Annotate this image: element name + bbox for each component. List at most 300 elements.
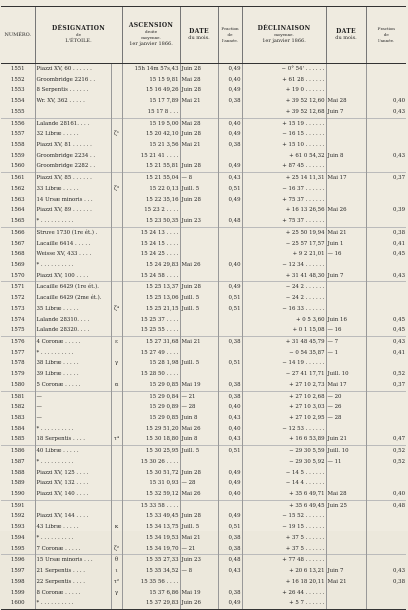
star-designation: Lacaille 6414 . . . . . bbox=[35, 239, 111, 250]
star-designation bbox=[35, 107, 111, 118]
dec-fraction: 0,45 bbox=[366, 315, 406, 326]
star-designation: Lalande 28310. . . . bbox=[35, 315, 111, 326]
table-row bbox=[1, 64, 406, 75]
ra-date: Mai 21 bbox=[180, 533, 218, 544]
table-row bbox=[1, 522, 406, 533]
star-letter bbox=[111, 85, 122, 96]
ra-fraction: 0,38 bbox=[218, 96, 242, 107]
star-designation: Struve 1730 (1re ét.) . bbox=[35, 227, 111, 238]
ra-fraction: 0,38 bbox=[218, 391, 242, 402]
star-designation: Lalande 28161. . . . bbox=[35, 118, 111, 129]
star-letter: τ² bbox=[111, 577, 122, 588]
dec-fraction: 0,45 bbox=[366, 325, 406, 336]
star-designation: 33 Libræ . . . . . bbox=[35, 184, 111, 195]
star-letter bbox=[111, 216, 122, 227]
ra-date bbox=[180, 325, 218, 336]
right-ascension: 15 15 9,81 bbox=[122, 75, 180, 86]
ra-date bbox=[180, 315, 218, 326]
ra-fraction: 0,38 bbox=[218, 336, 242, 347]
star-letter: α bbox=[111, 380, 122, 391]
star-letter bbox=[111, 227, 122, 238]
ra-fraction: 0,43 bbox=[218, 566, 242, 577]
table-row bbox=[1, 358, 406, 369]
star-letter bbox=[111, 402, 122, 413]
dec-fraction: 0,37 bbox=[366, 173, 406, 184]
dec-fraction: 0,43 bbox=[366, 151, 406, 162]
dec-fraction bbox=[366, 64, 406, 75]
ra-date bbox=[180, 457, 218, 468]
row-number: 1570 bbox=[10, 272, 25, 279]
right-ascension: 15 17 8 . . . bbox=[122, 107, 180, 118]
star-letter bbox=[111, 533, 122, 544]
row-number: 1585 bbox=[10, 436, 25, 443]
declination: − 29 30 5,59 bbox=[242, 446, 326, 457]
table-row bbox=[1, 271, 406, 282]
star-designation: 35 Libræ . . . . . bbox=[35, 304, 111, 315]
star-designation: Wr. XV, 362 . . . . . bbox=[35, 96, 111, 107]
ra-date: Mai 21 bbox=[180, 96, 218, 107]
ra-fraction bbox=[218, 315, 242, 326]
ra-date: Juin 28 bbox=[180, 129, 218, 140]
dec-fraction: 0,52 bbox=[366, 457, 406, 468]
dec-fraction: 0,47 bbox=[366, 434, 406, 445]
declination: − 12 34 . . . . . . bbox=[242, 260, 326, 271]
dec-fraction: 0,43 bbox=[366, 271, 406, 282]
star-designation: * . . . . . . . . . . bbox=[35, 598, 111, 609]
declination: + 87 45 . . . . . . bbox=[242, 161, 326, 172]
star-designation: 7 Coronæ . . . . . bbox=[35, 544, 111, 555]
dec-fraction bbox=[366, 358, 406, 369]
right-ascension: 15 35 27,33 bbox=[122, 555, 180, 566]
table-row bbox=[1, 118, 406, 129]
dec-date bbox=[326, 293, 366, 304]
right-ascension: 15 33 49,45 bbox=[122, 511, 180, 522]
table-row bbox=[1, 325, 406, 336]
table-row bbox=[1, 151, 406, 162]
dec-date bbox=[326, 533, 366, 544]
col-ascension: ASCENSION droite moyenne. 1er janvier 1866. bbox=[122, 7, 180, 64]
row-number: 1578 bbox=[10, 360, 25, 367]
table-row bbox=[1, 434, 406, 445]
ra-fraction: 0,49 bbox=[218, 64, 242, 75]
dec-fraction bbox=[366, 260, 406, 271]
ra-date: Juill. 5 bbox=[180, 446, 218, 457]
declination: − 19 15 . . . . . . bbox=[242, 522, 326, 533]
dec-date: Juill. 10 bbox=[326, 369, 366, 380]
dec-fraction bbox=[366, 161, 406, 172]
right-ascension: 15 30 25,95 bbox=[122, 446, 180, 457]
ra-date: — 8 bbox=[180, 173, 218, 184]
dec-date bbox=[326, 216, 366, 227]
right-ascension: 15 23 2 . . . . bbox=[122, 205, 180, 216]
dec-date bbox=[326, 184, 366, 195]
row-number: 1587 bbox=[10, 458, 25, 465]
star-letter bbox=[111, 96, 122, 107]
table-row bbox=[1, 566, 406, 577]
star-designation: Groombridge 2282 . . bbox=[35, 161, 111, 172]
table-row bbox=[1, 478, 406, 489]
star-letter bbox=[111, 446, 122, 457]
row-number: 1596 bbox=[1, 555, 35, 566]
dec-date bbox=[326, 555, 366, 566]
ra-fraction: 0,51 bbox=[218, 293, 242, 304]
row-number: 1567 bbox=[10, 240, 25, 247]
star-letter: ζ³ bbox=[111, 184, 122, 195]
declination: + 35 6 49,45 bbox=[242, 500, 326, 511]
star-designation: 39 Libræ . . . . . bbox=[35, 369, 111, 380]
star-designation: Weisse XV, 433 . . . . bbox=[35, 249, 111, 260]
table-row bbox=[1, 468, 406, 479]
right-ascension: 15 21 55,04 bbox=[122, 173, 180, 184]
star-letter bbox=[111, 118, 122, 129]
star-letter bbox=[111, 107, 122, 118]
declination: + 0 5 3,60 bbox=[242, 315, 326, 326]
ra-fraction: 0,49 bbox=[218, 478, 242, 489]
table-row bbox=[1, 533, 406, 544]
ra-date: Juill. 5 bbox=[180, 184, 218, 195]
dec-fraction: 0,39 bbox=[366, 205, 406, 216]
table-row bbox=[1, 96, 406, 107]
declination: − 25 57 17,57 bbox=[242, 239, 326, 250]
dec-date bbox=[326, 140, 366, 151]
star-letter bbox=[111, 369, 122, 380]
table-row bbox=[1, 413, 406, 424]
dec-date: Juill. 10 bbox=[326, 446, 366, 457]
ra-fraction: 0,49 bbox=[218, 85, 242, 96]
ra-date: Juin 8 bbox=[180, 413, 218, 424]
dec-date bbox=[326, 75, 366, 86]
ra-fraction bbox=[218, 348, 242, 359]
ra-fraction: 0,40 bbox=[218, 489, 242, 500]
declination: − 15 52 . . . . . . bbox=[242, 511, 326, 522]
star-designation: Piazzi XV, 60 . . . . . . bbox=[35, 64, 111, 75]
declination: + 31 41 48,30 bbox=[242, 271, 326, 282]
declination: + 75 37 . . . . . . bbox=[242, 216, 326, 227]
ra-fraction bbox=[218, 107, 242, 118]
ra-fraction: 0,38 bbox=[218, 544, 242, 555]
ra-date bbox=[180, 239, 218, 250]
declination: + 5 7 . . . . . . bbox=[242, 598, 326, 609]
row-number: 1595 bbox=[10, 545, 25, 552]
ra-date: Mai 19 bbox=[180, 588, 218, 599]
right-ascension: 15 25 37 . . . . bbox=[122, 315, 180, 326]
right-ascension: 15 20 42,10 bbox=[122, 129, 180, 140]
star-letter bbox=[111, 151, 122, 162]
dec-fraction bbox=[366, 195, 406, 206]
table-row bbox=[1, 205, 406, 216]
dec-date: Mai 21 bbox=[326, 577, 366, 588]
star-designation: 8 Coronæ . . . . . bbox=[35, 588, 111, 599]
ra-fraction bbox=[218, 577, 242, 588]
ra-fraction: 0,48 bbox=[218, 555, 242, 566]
star-designation: 14 Ursæ minoris . . . bbox=[35, 195, 111, 206]
row-number: 1579 bbox=[10, 371, 25, 378]
ra-fraction bbox=[218, 500, 242, 511]
table-row bbox=[1, 304, 406, 315]
table-row bbox=[1, 348, 406, 359]
row-number: 1574 bbox=[10, 316, 25, 323]
ra-date bbox=[180, 227, 218, 238]
row-number: 1558 bbox=[10, 142, 25, 149]
dec-date: Juin 7 bbox=[326, 107, 366, 118]
declination: + 31 48 45,79 bbox=[242, 336, 326, 347]
ra-date: Juin 28 bbox=[180, 64, 218, 75]
ra-fraction: 0,49 bbox=[218, 511, 242, 522]
right-ascension: 15 25 13,06 bbox=[122, 293, 180, 304]
table-row bbox=[1, 227, 406, 238]
ra-date: Juin 28 bbox=[180, 282, 218, 293]
star-designation bbox=[35, 500, 111, 511]
star-letter bbox=[111, 489, 122, 500]
ra-date: Juin 28 bbox=[180, 161, 218, 172]
declination: + 27 10 2,73 bbox=[242, 380, 326, 391]
row-number: 1576 bbox=[1, 336, 35, 347]
right-ascension: 15 28 50 . . . . bbox=[122, 369, 180, 380]
table-row bbox=[1, 107, 406, 118]
table-row bbox=[1, 249, 406, 260]
dec-fraction: 0,45 bbox=[366, 249, 406, 260]
dec-date: Juin 7 bbox=[326, 271, 366, 282]
row-number: 1599 bbox=[10, 589, 25, 596]
table-row bbox=[1, 424, 406, 435]
dec-date: Juin 8 bbox=[326, 151, 366, 162]
right-ascension: 15 24 58 . . . . bbox=[122, 271, 180, 282]
star-designation: Piazzi XV, 132 . . . . bbox=[35, 478, 111, 489]
table-row bbox=[1, 260, 406, 271]
row-number: 1588 bbox=[10, 469, 25, 476]
star-letter bbox=[111, 260, 122, 271]
declination: + 37 5 . . . . . . bbox=[242, 544, 326, 555]
right-ascension: 15 34 13,75 bbox=[122, 522, 180, 533]
star-designation: Lacaille 6429 (2me ét.). bbox=[35, 293, 111, 304]
dec-date bbox=[326, 588, 366, 599]
dec-date: — 11 bbox=[326, 457, 366, 468]
table-row bbox=[1, 173, 406, 184]
star-letter bbox=[111, 468, 122, 479]
dec-fraction bbox=[366, 424, 406, 435]
table-row bbox=[1, 75, 406, 86]
star-designation: 4 Coronæ . . . . . bbox=[35, 336, 111, 347]
star-letter: θ bbox=[111, 555, 122, 566]
dec-fraction bbox=[366, 544, 406, 555]
star-designation: Piazzi XV, 81 . . . . . . bbox=[35, 140, 111, 151]
star-designation: Piazzi XV, 144 . . . . bbox=[35, 511, 111, 522]
right-ascension: 15 32 59,12 bbox=[122, 489, 180, 500]
dec-fraction bbox=[366, 511, 406, 522]
star-designation: * . . . . . . . . . . bbox=[35, 260, 111, 271]
ra-fraction bbox=[218, 249, 242, 260]
declination: + 15 10 . . . . . . bbox=[242, 140, 326, 151]
ra-fraction bbox=[218, 151, 242, 162]
ra-fraction: 0,38 bbox=[218, 588, 242, 599]
dec-fraction: 0,38 bbox=[366, 577, 406, 588]
star-letter bbox=[111, 239, 122, 250]
dec-fraction bbox=[366, 413, 406, 424]
right-ascension: 15 24 15 . . . . bbox=[122, 239, 180, 250]
right-ascension: 15 24 29,83 bbox=[122, 260, 180, 271]
dec-fraction bbox=[366, 293, 406, 304]
star-letter bbox=[111, 457, 122, 468]
dec-date bbox=[326, 304, 366, 315]
star-letter bbox=[111, 500, 122, 511]
star-designation: Lacaille 6429 (1re ét.). bbox=[35, 282, 111, 293]
declination: − 0 54 35,87 bbox=[242, 348, 326, 359]
dec-fraction: 0,40 bbox=[366, 489, 406, 500]
ra-fraction: 0,38 bbox=[218, 380, 242, 391]
dec-fraction bbox=[366, 85, 406, 96]
dec-fraction bbox=[366, 184, 406, 195]
ra-date: Juill. 5 bbox=[180, 358, 218, 369]
right-ascension: 15 37 29,83 bbox=[122, 598, 180, 609]
row-number: 1561 bbox=[1, 173, 35, 184]
right-ascension: 15 25 55 . . . . bbox=[122, 325, 180, 336]
star-letter bbox=[111, 478, 122, 489]
dec-date: Mai 28 bbox=[326, 489, 366, 500]
star-letter bbox=[111, 348, 122, 359]
declination: − 24 2 . . . . . . bbox=[242, 293, 326, 304]
dec-date: Mai 17 bbox=[326, 173, 366, 184]
dec-date bbox=[326, 511, 366, 522]
row-number: 1571 bbox=[1, 282, 35, 293]
ra-fraction: 0,49 bbox=[218, 195, 242, 206]
right-ascension: 15 35 34,52 bbox=[122, 566, 180, 577]
ra-date bbox=[180, 348, 218, 359]
ra-fraction bbox=[218, 271, 242, 282]
table-row bbox=[1, 598, 406, 609]
table-row bbox=[1, 129, 406, 140]
table-row bbox=[1, 216, 406, 227]
ra-date: — 21 bbox=[180, 391, 218, 402]
dec-fraction: 0,52 bbox=[366, 446, 406, 457]
row-number: 1572 bbox=[10, 295, 25, 302]
ra-fraction: 0,49 bbox=[218, 282, 242, 293]
ra-date: Juill. 5 bbox=[180, 522, 218, 533]
ra-fraction: 0,40 bbox=[218, 402, 242, 413]
star-designation: * . . . . . . . . . . bbox=[35, 533, 111, 544]
dec-date bbox=[326, 118, 366, 129]
dec-fraction: 0,48 bbox=[366, 500, 406, 511]
right-ascension: 15 34 19,70 bbox=[122, 544, 180, 555]
right-ascension: 15 25 13,37 bbox=[122, 282, 180, 293]
star-designation: — bbox=[35, 402, 111, 413]
declination: + 39 52 12,68 bbox=[242, 107, 326, 118]
dec-fraction bbox=[366, 282, 406, 293]
row-number: 1573 bbox=[10, 305, 25, 312]
declination: + 61 28 . . . . . . bbox=[242, 75, 326, 86]
declination: − 24 2 . . . . . . bbox=[242, 282, 326, 293]
ra-fraction: 0,51 bbox=[218, 184, 242, 195]
star-letter bbox=[111, 173, 122, 184]
table-row bbox=[1, 391, 406, 402]
ra-date: Juin 28 bbox=[180, 468, 218, 479]
ra-date: Juill. 5 bbox=[180, 304, 218, 315]
star-designation: Piazzi XV, 125 . . . . bbox=[35, 468, 111, 479]
star-letter bbox=[111, 75, 122, 86]
row-number: 1591 bbox=[1, 500, 35, 511]
row-number: 1553 bbox=[10, 87, 25, 94]
right-ascension: 15 22 35,16 bbox=[122, 195, 180, 206]
right-ascension: 15 29 51,20 bbox=[122, 424, 180, 435]
dec-date bbox=[326, 522, 366, 533]
ra-fraction bbox=[218, 239, 242, 250]
declination: + 25 50 19,94 bbox=[242, 227, 326, 238]
ra-fraction: 0,40 bbox=[218, 118, 242, 129]
declination: + 37 5 . . . . . . bbox=[242, 533, 326, 544]
right-ascension: 15 33 58 . . . . bbox=[122, 500, 180, 511]
star-designation: * . . . . . . . . . . bbox=[35, 348, 111, 359]
dec-date bbox=[326, 64, 366, 75]
table-row bbox=[1, 457, 406, 468]
ra-fraction: 0,43 bbox=[218, 434, 242, 445]
dec-fraction bbox=[366, 478, 406, 489]
dec-date: Mai 26 bbox=[326, 205, 366, 216]
right-ascension: 15 25 21,15 bbox=[122, 304, 180, 315]
table-row bbox=[1, 369, 406, 380]
dec-fraction bbox=[366, 468, 406, 479]
table-row bbox=[1, 511, 406, 522]
right-ascension: 15 30 18,80 bbox=[122, 434, 180, 445]
col-numero: NUMÉRO. bbox=[1, 7, 35, 64]
col-date2: DATE du mois. bbox=[326, 7, 366, 64]
declination: + 15 19 . . . . . . bbox=[242, 118, 326, 129]
row-number: 1581 bbox=[1, 391, 35, 402]
row-number: 1556 bbox=[1, 118, 35, 129]
right-ascension: 15 30 51,72 bbox=[122, 468, 180, 479]
ra-fraction bbox=[218, 457, 242, 468]
row-number: 1560 bbox=[10, 163, 25, 170]
ra-fraction: 0,49 bbox=[218, 468, 242, 479]
ra-date: Mai 28 bbox=[180, 118, 218, 129]
dec-date bbox=[326, 260, 366, 271]
right-ascension: 15 35 56 . . . . bbox=[122, 577, 180, 588]
row-number: 1584 bbox=[10, 425, 25, 432]
declination: + 27 10 2,95 bbox=[242, 413, 326, 424]
table-row bbox=[1, 282, 406, 293]
star-designation: 40 Libræ . . . . . bbox=[35, 446, 111, 457]
col-date: DATE du mois. bbox=[180, 7, 218, 64]
star-designation: Lalande 28320. . . . bbox=[35, 325, 111, 336]
ra-fraction: 0,38 bbox=[218, 533, 242, 544]
star-letter: γ bbox=[111, 588, 122, 599]
row-number: 1582 bbox=[10, 404, 25, 411]
ra-fraction: 0,43 bbox=[218, 173, 242, 184]
star-designation: — bbox=[35, 391, 111, 402]
star-designation: — bbox=[35, 413, 111, 424]
table-row bbox=[1, 336, 406, 347]
star-designation: Piazzi XV, 140 . . . . bbox=[35, 489, 111, 500]
dec-date: — 16 bbox=[326, 325, 366, 336]
declination: + 0 1 15,08 bbox=[242, 325, 326, 336]
ra-date bbox=[180, 271, 218, 282]
right-ascension: 15 29 0,89 bbox=[122, 402, 180, 413]
star-letter bbox=[111, 282, 122, 293]
row-number: 1554 bbox=[10, 98, 25, 105]
ra-date: Mai 21 bbox=[180, 140, 218, 151]
ra-fraction: 0,40 bbox=[218, 424, 242, 435]
star-letter bbox=[111, 413, 122, 424]
ra-date bbox=[180, 500, 218, 511]
ra-fraction bbox=[218, 325, 242, 336]
table-row bbox=[1, 293, 406, 304]
ra-date: — 8 bbox=[180, 566, 218, 577]
row-number: 1594 bbox=[10, 534, 25, 541]
star-designation: Groombridge 2234 . . bbox=[35, 151, 111, 162]
declination: + 75 37 . . . . . . bbox=[242, 195, 326, 206]
ra-date: Mai 26 bbox=[180, 260, 218, 271]
row-number: 1577 bbox=[10, 349, 25, 356]
right-ascension: 15 28 1,98 bbox=[122, 358, 180, 369]
ra-date: Juin 28 bbox=[180, 511, 218, 522]
